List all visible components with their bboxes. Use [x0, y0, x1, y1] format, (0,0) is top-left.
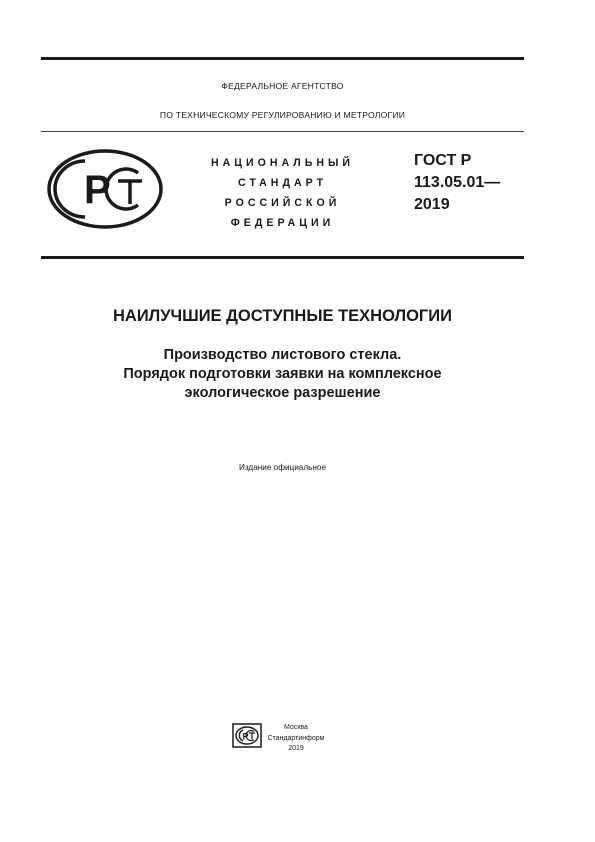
svg-text:Р: Р	[242, 731, 249, 742]
national-line-4: ФЕДЕРАЦИИ	[230, 217, 335, 229]
publisher-name: Стандартинформ	[267, 734, 325, 742]
subtitle-line-2: Порядок подготовки заявки на комплексное	[123, 366, 442, 382]
gost-line-3: 2019	[414, 196, 450, 213]
publisher-city: Москва	[284, 724, 308, 731]
national-standard-block	[195, 153, 370, 233]
header-bottom-rule	[41, 256, 524, 259]
top-rule	[41, 57, 524, 60]
document-subtitle	[41, 346, 524, 403]
gost-line-2: 113.05.01—	[414, 174, 501, 191]
national-line-3: РОССИЙСКОЙ	[224, 197, 341, 209]
gost-line-1: ГОСТ Р	[414, 152, 472, 169]
publisher-imprint	[266, 723, 326, 755]
national-line-1: НАЦИОНАЛЬНЫЙ	[210, 157, 354, 169]
national-line-2: СТАНДАРТ	[237, 177, 328, 189]
agency-name-line1: ФЕДЕРАЛЬНОЕ АГЕНТСТВО	[221, 81, 344, 91]
subtitle-line-1: Производство листового стекла.	[163, 347, 402, 363]
document-title: НАИЛУЧШИЕ ДОСТУПНЫЕ ТЕХНОЛОГИИ	[112, 307, 453, 325]
edition-note: Издание официальное	[238, 463, 327, 472]
publisher-year: 2019	[288, 745, 304, 752]
rst-certification-mark-icon	[46, 148, 164, 230]
header-divider	[41, 131, 524, 132]
svg-text:Р: Р	[84, 168, 111, 212]
agency-name-line2: ПО ТЕХНИЧЕСКОМУ РЕГУЛИРОВАНИЮ И МЕТРОЛОГИИ	[159, 110, 406, 120]
subtitle-line-3: экологическое разрешение	[184, 385, 381, 401]
gost-number-block	[414, 150, 500, 216]
standartinform-logo-icon	[232, 723, 262, 748]
